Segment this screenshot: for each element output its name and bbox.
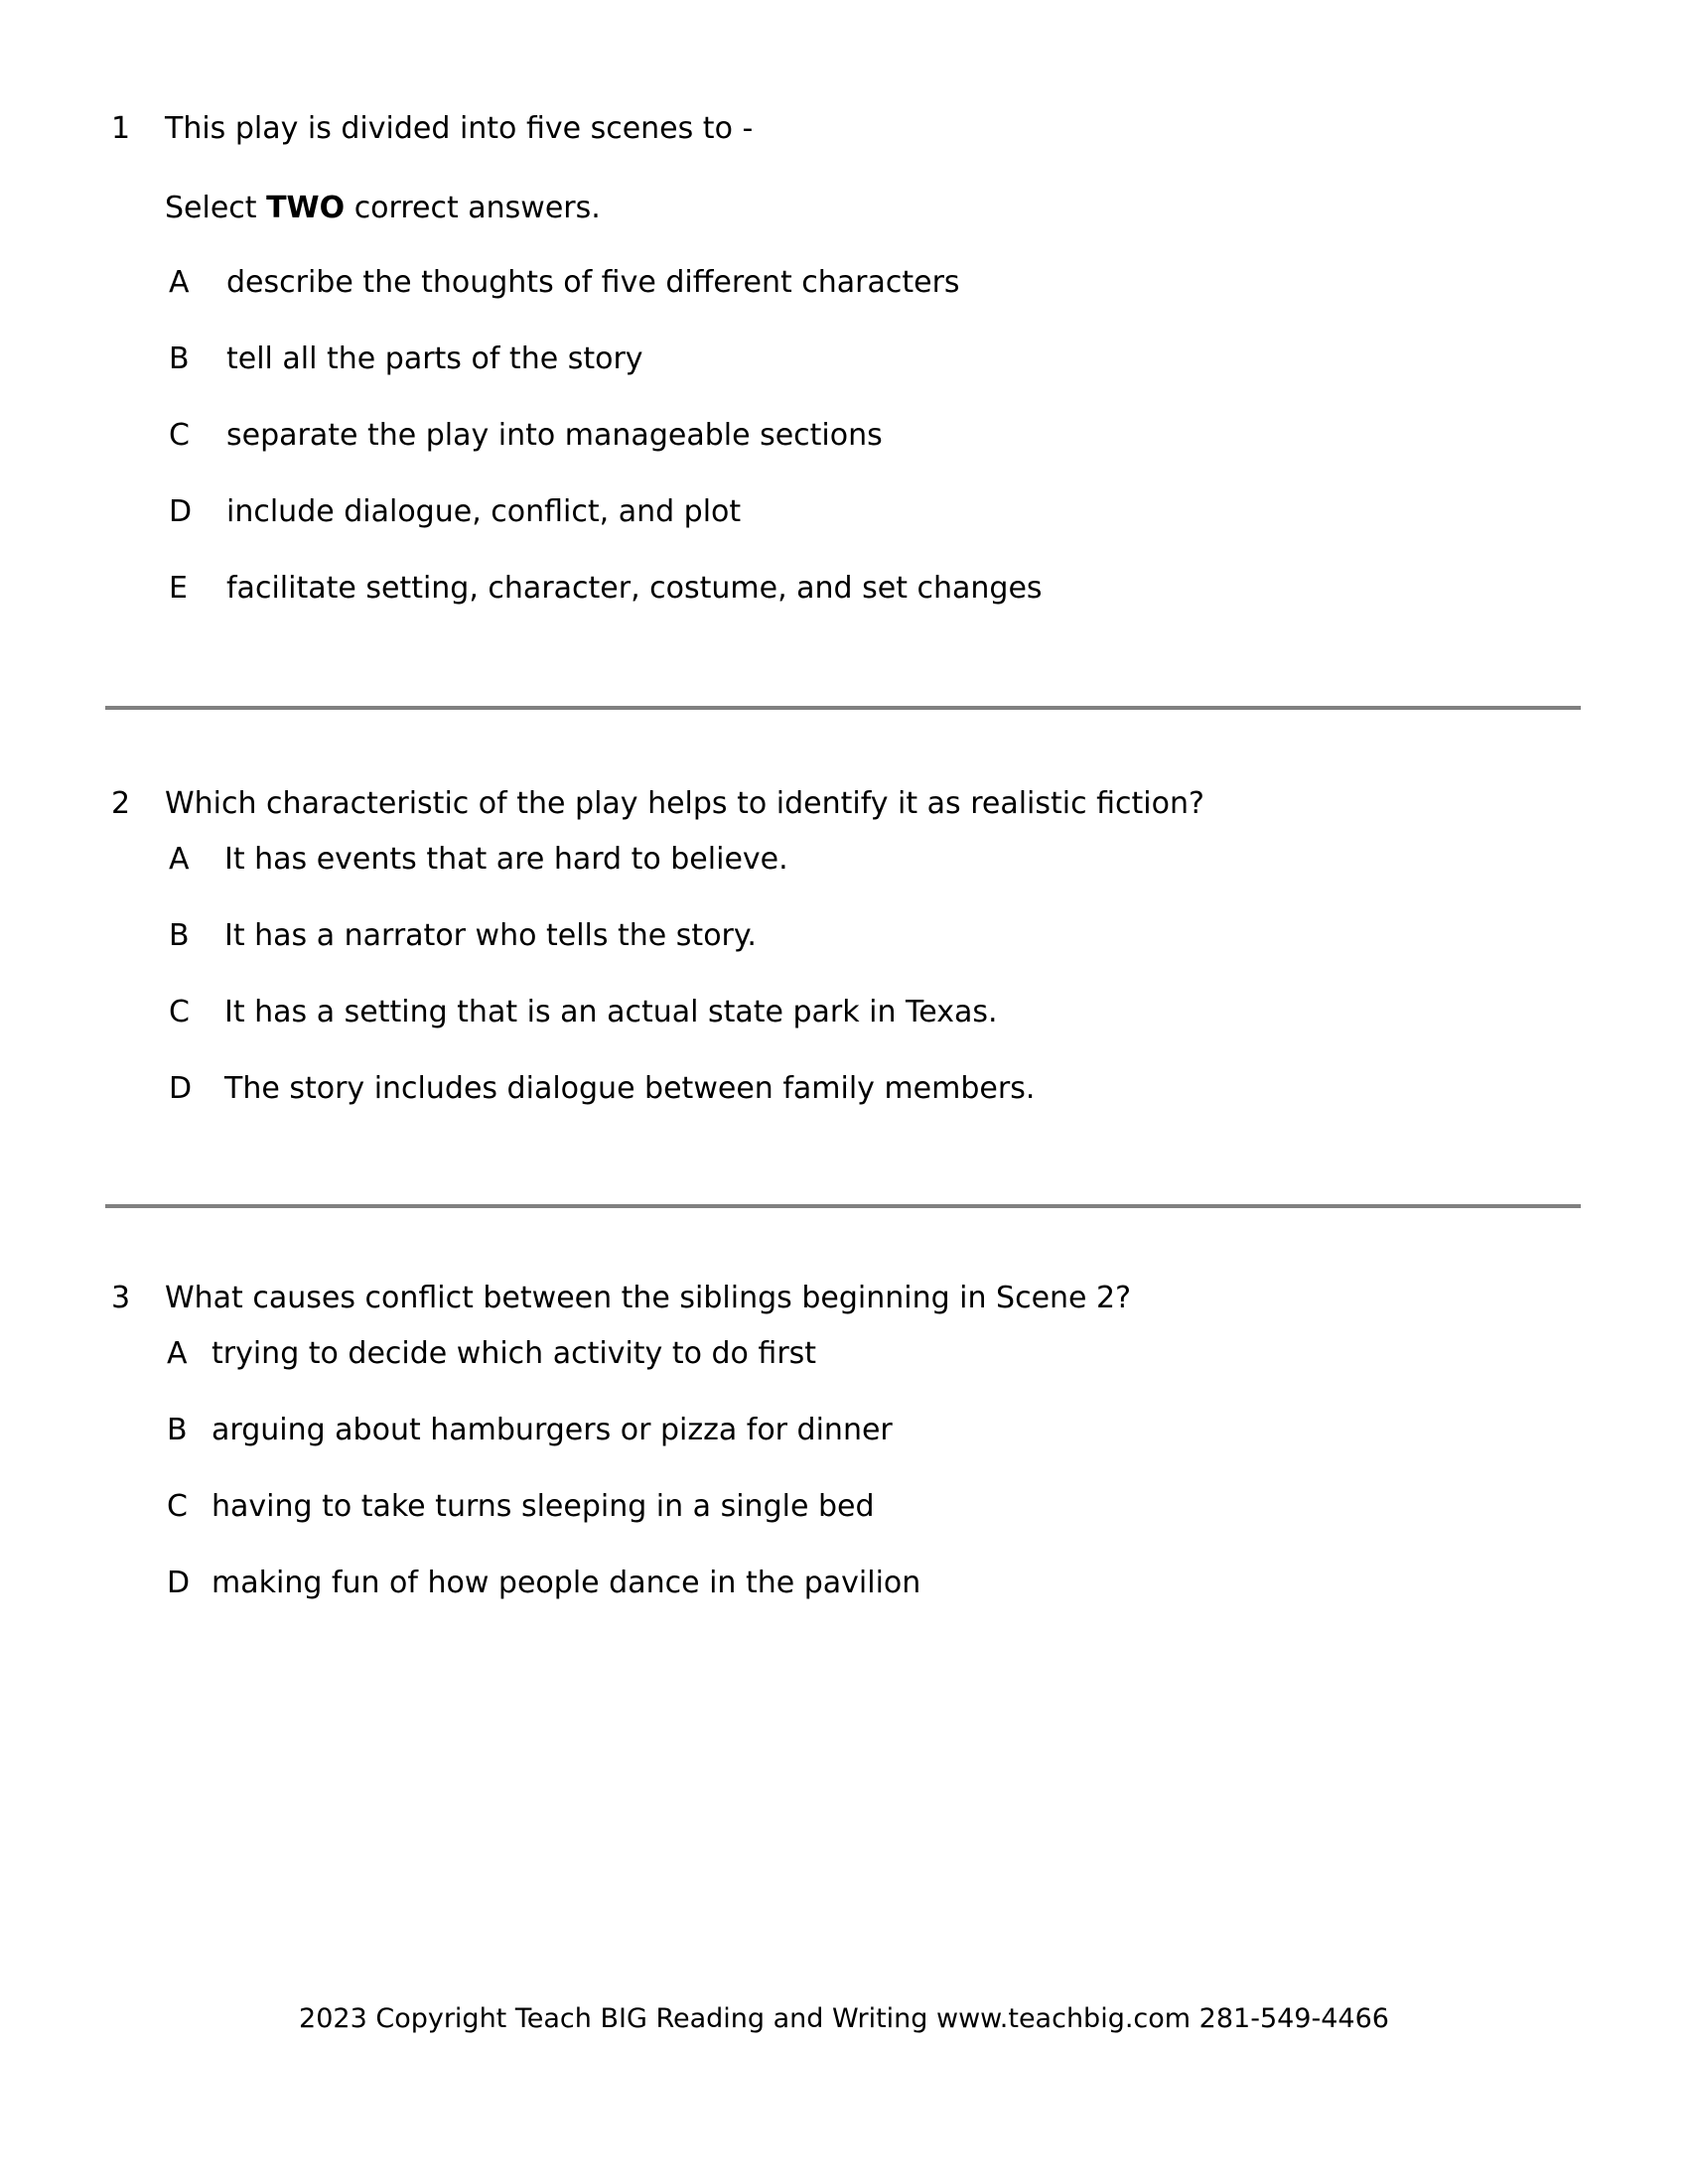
- option-b-letter: B: [169, 341, 190, 376]
- option-c-text: It has a setting that is an actual state park in Texas.: [224, 995, 998, 1029]
- question-1-options: [0, 263, 1688, 645]
- question-2-number: 2: [111, 786, 131, 821]
- option-a[interactable]: [0, 840, 1688, 916]
- option-c-letter: C: [169, 995, 190, 1029]
- option-e-text: facilitate setting, character, costume, and set changes: [226, 571, 1043, 606]
- option-b-letter: B: [167, 1413, 188, 1447]
- option-b-letter: B: [169, 918, 190, 953]
- option-c[interactable]: [0, 416, 1688, 492]
- option-a-letter: A: [169, 842, 190, 877]
- option-d-letter: D: [169, 1071, 193, 1106]
- question-2-stem-text: Which characteristic of the play helps to identify it as realistic fiction?: [165, 786, 1204, 821]
- question-3-stem: [0, 1279, 1688, 1330]
- option-a-text: It has events that are hard to believe.: [224, 842, 788, 877]
- question-1-stem-text: This play is divided into five scenes to -: [165, 111, 754, 146]
- question-1: [0, 109, 1688, 606]
- option-d-text: The story includes dialogue between family members.: [224, 1071, 1036, 1106]
- option-b[interactable]: [0, 1411, 1688, 1487]
- option-d[interactable]: [0, 492, 1688, 569]
- question-2-options: [0, 840, 1688, 1146]
- option-a[interactable]: [0, 263, 1688, 340]
- question-3-number: 3: [111, 1281, 131, 1315]
- question-3: [0, 1279, 1688, 1600]
- instruction-emphasis: TWO: [266, 191, 346, 225]
- option-c-text: separate the play into manageable sections: [226, 418, 883, 453]
- question-3-stem-text: What causes conflict between the siblings beginning in Scene 2?: [165, 1281, 1132, 1315]
- option-b-text: It has a narrator who tells the story.: [224, 918, 757, 953]
- instruction-prefix: Select: [165, 191, 267, 225]
- option-a-letter: A: [169, 265, 190, 300]
- option-d-text: include dialogue, conflict, and plot: [226, 494, 742, 529]
- option-a-letter: A: [167, 1336, 188, 1371]
- option-e-letter: E: [169, 571, 188, 606]
- section-divider-2: [105, 1204, 1581, 1208]
- option-c[interactable]: [0, 1487, 1688, 1564]
- option-d[interactable]: [0, 1564, 1688, 1640]
- section-divider-1: [105, 706, 1581, 710]
- question-1-instruction: [165, 189, 601, 228]
- page-footer: 2023 Copyright Teach BIG Reading and Writing www.teachbig.com 281-549-4466: [299, 2003, 1389, 2034]
- option-a[interactable]: [0, 1334, 1688, 1411]
- option-c[interactable]: [0, 993, 1688, 1069]
- option-c-letter: C: [169, 418, 190, 453]
- option-d-text: making fun of how people dance in the pavilion: [211, 1566, 921, 1600]
- question-2-stem: [0, 784, 1688, 836]
- option-a-text: describe the thoughts of five different characters: [226, 265, 960, 300]
- question-2: [0, 784, 1688, 1106]
- question-3-options: [0, 1334, 1688, 1640]
- option-b[interactable]: [0, 340, 1688, 416]
- question-1-number: 1: [111, 111, 131, 146]
- option-a-text: trying to decide which activity to do first: [211, 1336, 817, 1371]
- instruction-suffix: correct answers.: [345, 191, 601, 225]
- option-c-text: having to take turns sleeping in a single bed: [211, 1489, 875, 1524]
- option-d[interactable]: [0, 1069, 1688, 1146]
- option-b[interactable]: [0, 916, 1688, 993]
- option-d-letter: D: [167, 1566, 191, 1600]
- option-c-letter: C: [167, 1489, 188, 1524]
- question-1-stem: [0, 109, 1688, 161]
- option-b-text: tell all the parts of the story: [226, 341, 643, 376]
- option-e[interactable]: [0, 569, 1688, 645]
- option-b-text: arguing about hamburgers or pizza for dinner: [211, 1413, 893, 1447]
- option-d-letter: D: [169, 494, 193, 529]
